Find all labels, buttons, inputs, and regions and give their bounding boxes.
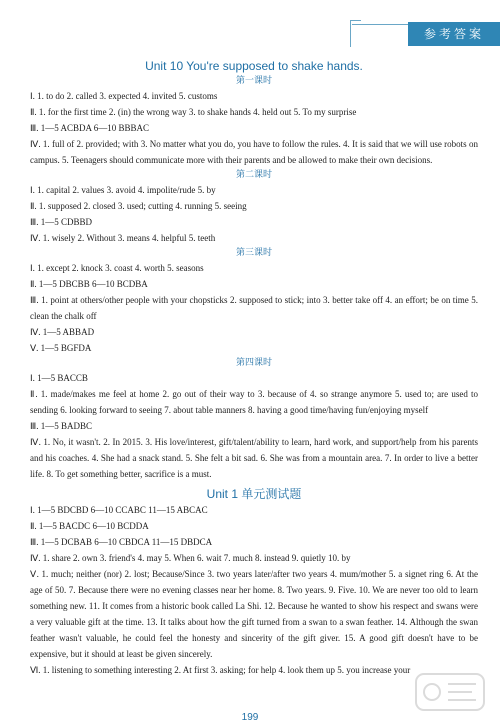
answer-line: Ⅰ. 1. capital 2. values 3. avoid 4. impolite/rude 5. by [30,185,216,195]
answer-line: Ⅳ. 1. No, it wasn't. 2. In 2015. 3. His love/interest, gift/talent/ability to learn, hard work, and support/help from his parents and his coaches. 4. She had a snack stand. 5. She felt a bit sad. 6. She was from a mountain area. 7. In order to live a better life. 8. To get something better, sacrifice is a must. [30,437,478,479]
unit1-test-title: Unit 1 单元测试题 [206,487,302,501]
answer-line: Ⅱ. 1. supposed 2. closed 3. used; cutting 4. running 5. seeing [30,201,247,211]
lesson2-title: 第二课时 [235,170,272,180]
answer-line: Ⅴ. 1—5 BGFDA [30,343,92,353]
watermark-logo-icon [410,668,490,716]
answer-line: Ⅰ. 1. to do 2. called 3. expected 4. invited 5. customs [30,91,218,101]
answer-line: Ⅴ. 1. much; neither (nor) 2. lost; Because/Since 3. two years later/after two years 4. mum/mother 5. a signet ring 6. At the age of 50. 7. Because there were no evening classes near her home. 8. Two years. 9. Five. 10. We are never too old to learn something new. 11. It comes from a historic book called La Shi. 12. Because he wanted to show his respect and swans were a very valuable gift at the time. 13. It talks about how the gift turned from a swan to a swan feather. 14. Although the swan feather wasn't valuable, he could feel the honesty and sincerity of the gift giver. 15. A good gift doesn't have to be expensive, but it should at least be given sincerely. [30,569,478,659]
answer-line: Ⅱ. 1. for the first time 2. (in) the wrong way 3. to shake hands 4. held out 5. To my surprise [30,107,357,117]
answer-content [30,54,478,678]
answer-line: Ⅱ. 1—5 BACDC 6—10 BCDDA [30,521,149,531]
lesson4-title: 第四课时 [235,358,272,368]
answer-line: Ⅳ. 1. full of 2. provided; with 3. No matter what you do, you have to follow the rules. 4. It is said that we will use robots on campus. 5. Teenagers should communicate more with their parents and be allowed to make their own decisions. [30,139,478,165]
answer-line: Ⅲ. 1—5 BADBC [30,421,92,431]
answer-key-label: 参考答案 [408,22,500,46]
answer-line: Ⅳ. 1—5 ABBAD [30,327,95,337]
lesson3-title: 第三课时 [235,248,272,258]
page-number: 199 [241,712,259,723]
answer-line: Ⅰ. 1—5 BDCBD 6—10 CCABC 11—15 ABCAC [30,505,208,515]
answer-line: Ⅲ. 1—5 ACBDA 6—10 BBBAC [30,123,149,133]
unit10-title: Unit 10 You're supposed to shake hands. [145,59,363,73]
answer-line: Ⅰ. 1—5 BACCB [30,373,88,383]
lesson1-title: 第一课时 [235,76,272,86]
answer-line: Ⅱ. 1. made/makes me feel at home 2. go out of their way to 3. because of 4. so strange anymore 5. used to; are used to sending 6. looking forward to seeing 7. about table manners 8. having a good time/having fun/enjoying myself [30,389,478,415]
answer-line: Ⅱ. 1—5 DBCBB 6—10 BCDBA [30,279,148,289]
answer-line: Ⅲ. 1—5 DCBAB 6—10 CBDCA 11—15 DBDCA [30,537,213,547]
answer-line: Ⅳ. 1. wisely 2. Without 3. means 4. helpful 5. teeth [30,233,216,243]
answer-line: Ⅲ. 1. point at others/other people with your chopsticks 2. supposed to stick; into 3. better take off 4. an effort; be on time 5. clean the chalk off [30,295,478,321]
answer-line: Ⅳ. 1. share 2. own 3. friend's 4. may 5. When 6. wait 7. much 8. instead 9. quietly 10. by [30,553,351,563]
answer-line: Ⅰ. 1. except 2. knock 3. coast 4. worth 5. seasons [30,263,204,273]
answer-line: Ⅵ. 1. listening to something interesting 2. At first 3. asking; for help 4. look them up 5. you increase your [30,665,411,675]
answer-line: Ⅲ. 1—5 CDBBD [30,217,92,227]
answer-key-tab [352,0,500,46]
